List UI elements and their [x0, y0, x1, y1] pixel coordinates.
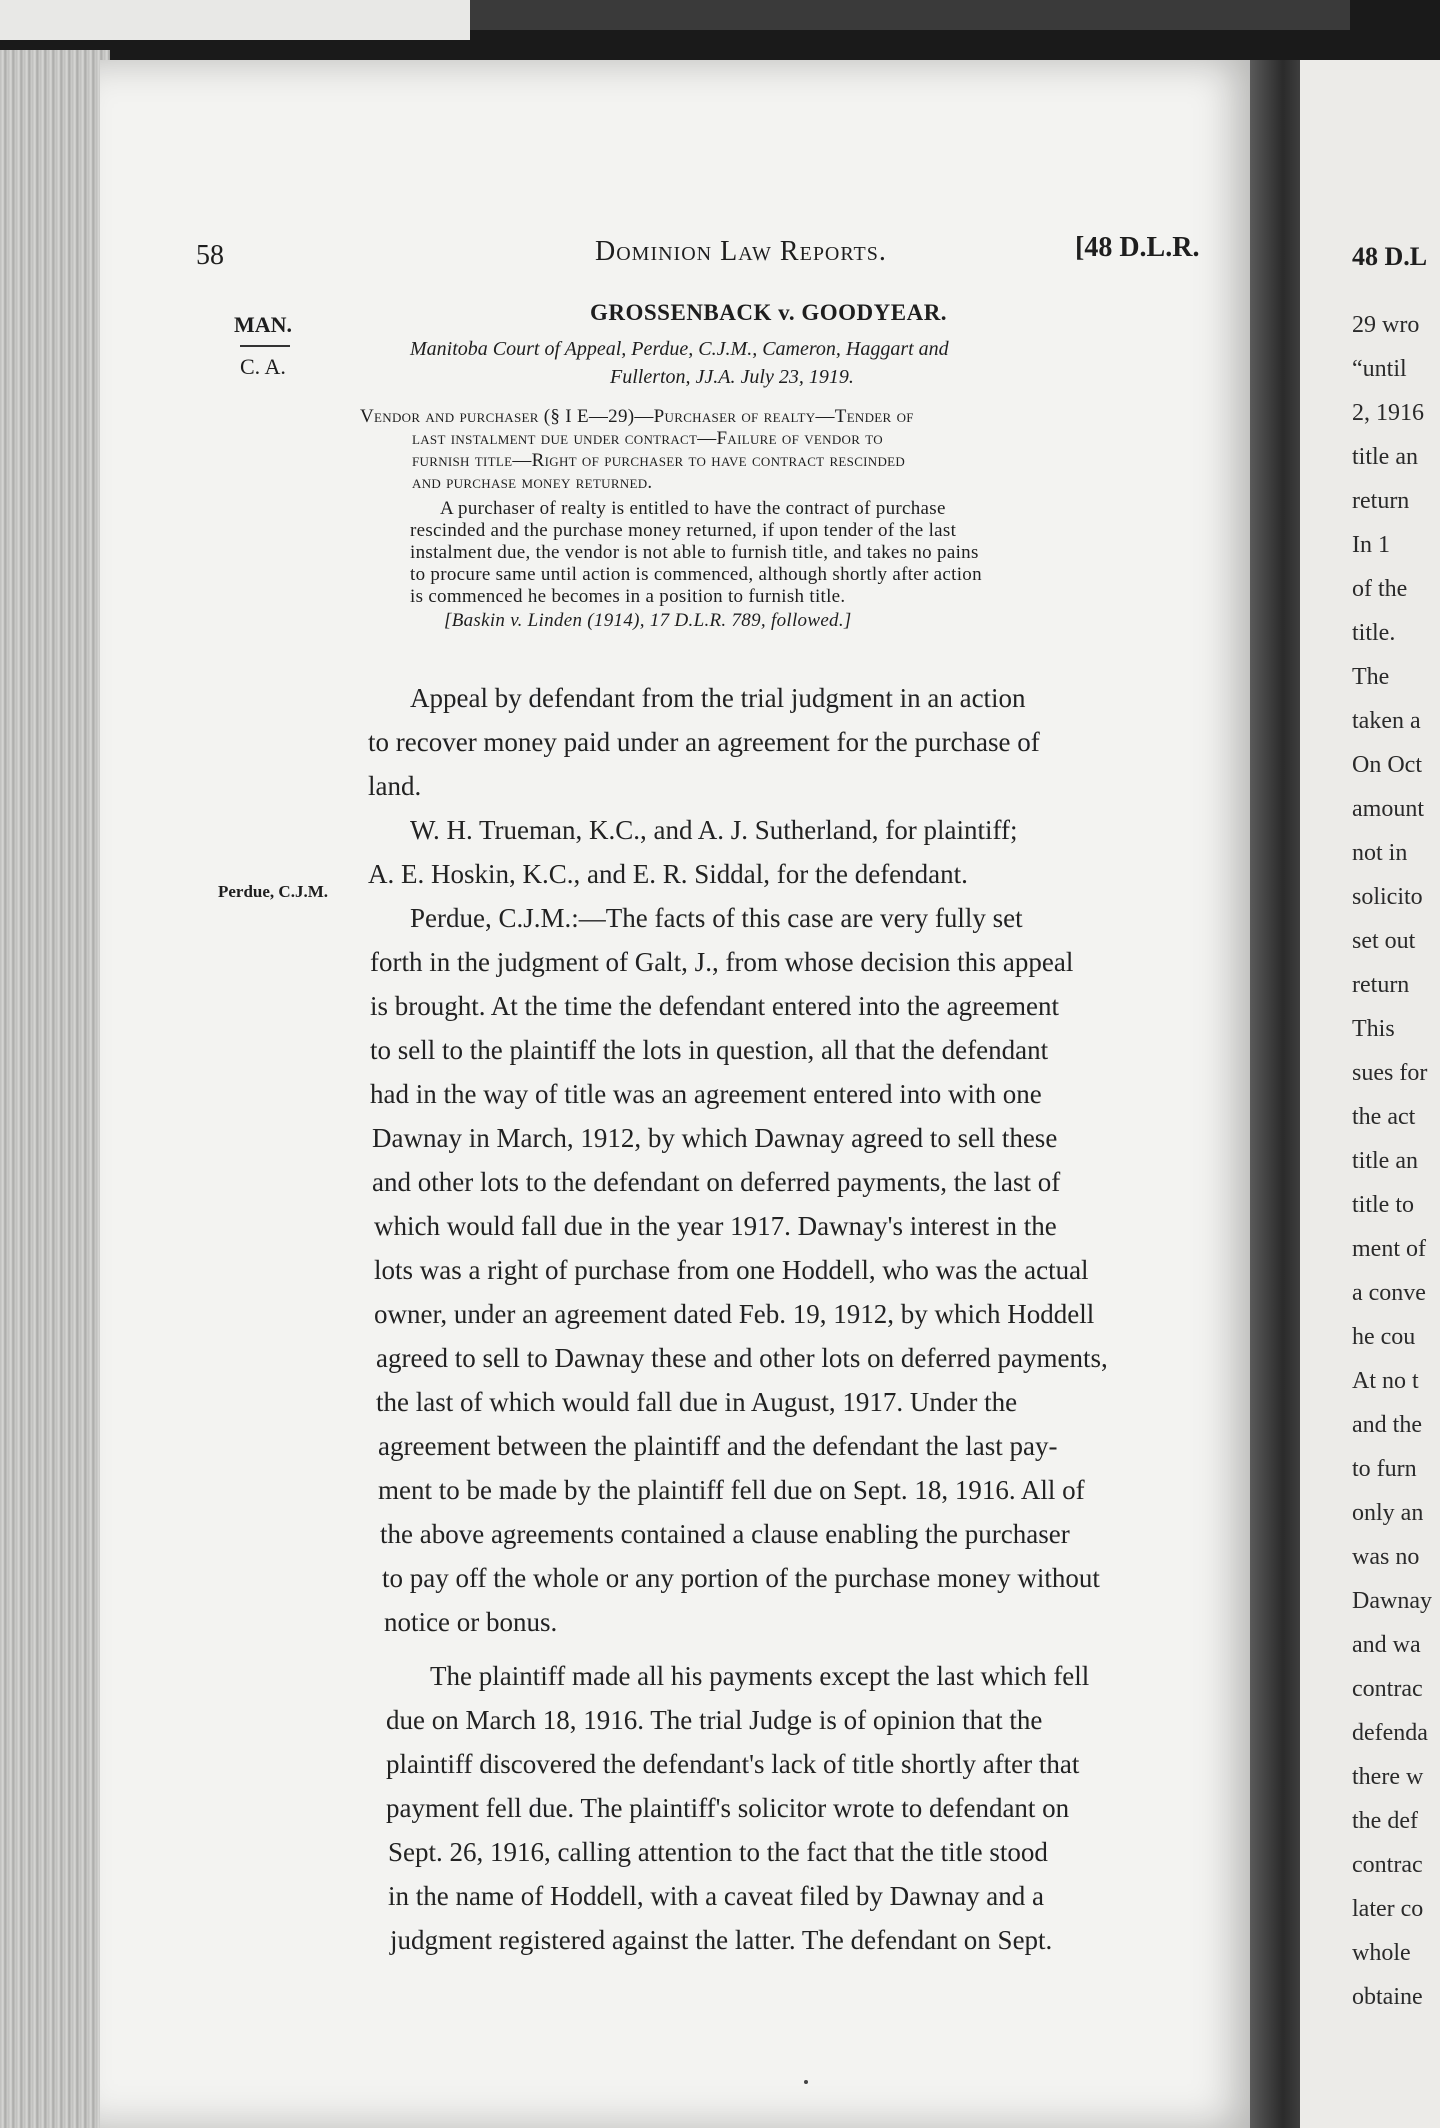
- adjacent-page-line: 29 wro: [1352, 312, 1420, 338]
- scan-speck: [804, 2080, 808, 2084]
- adjacent-page-line: later co: [1352, 1896, 1424, 1922]
- opinion-line: agreement between the plaintiff and the defendant the last pay-: [378, 1431, 1058, 1461]
- adjacent-page-line: contrac: [1352, 1852, 1423, 1878]
- adjacent-page-line: title to: [1352, 1192, 1414, 1218]
- adjacent-page-line: he cou: [1352, 1324, 1416, 1350]
- adjacent-page-line: was no: [1352, 1544, 1420, 1570]
- headnote-line: and purchase money returned.: [412, 472, 653, 493]
- book-page-edges: [0, 50, 110, 2128]
- side-note-court: MAN.: [234, 312, 293, 337]
- adjacent-page-line: amount: [1352, 796, 1424, 822]
- opinion-line: and other lots to the defendant on deferred payments, the last of: [372, 1167, 1061, 1197]
- opinion-line: lots was a right of purchase from one Hoddell, who was the actual: [374, 1255, 1089, 1285]
- headnote-line: to procure same until action is commenced, although shortly after action: [410, 564, 982, 585]
- adjacent-page-line: contrac: [1352, 1676, 1423, 1702]
- adjacent-page-line: taken a: [1352, 708, 1421, 734]
- adjacent-page-line: “until: [1352, 356, 1407, 382]
- opinion-line: Perdue, C.J.M.:—The facts of this case are very fully set: [410, 903, 1023, 933]
- opinion-line: Appeal by defendant from the trial judgment in an action: [410, 683, 1026, 713]
- adjacent-page-line: ment of: [1352, 1236, 1426, 1262]
- opinion-line: the last of which would fall due in August, 1917. Under the: [376, 1387, 1018, 1417]
- headnote-line: is commenced he becomes in a position to furnish title.: [410, 586, 846, 607]
- adjacent-page-line: This: [1352, 1016, 1395, 1042]
- adjacent-page-line: only an: [1352, 1500, 1424, 1526]
- adjacent-page-line: set out: [1352, 928, 1416, 954]
- adjacent-page-line: and wa: [1352, 1632, 1421, 1658]
- opinion-line: is brought. At the time the defendant entered into the agreement: [370, 991, 1060, 1021]
- opinion-line: had in the way of title was an agreement entered into with one: [370, 1079, 1042, 1109]
- adjacent-page-line: the def: [1352, 1808, 1418, 1834]
- opinion-line: the above agreements contained a clause enabling the purchaser: [380, 1519, 1070, 1549]
- case-title: GROSSENBACK v. GOODYEAR.: [590, 300, 948, 325]
- adjacent-page-line: of the: [1352, 576, 1408, 602]
- adjacent-page-line: The: [1352, 664, 1390, 690]
- opinion-line: ment to be made by the plaintiff fell due on Sept. 18, 1916. All of: [378, 1475, 1085, 1505]
- opinion-line: plaintiff discovered the defendant's lack of title shortly after that: [386, 1749, 1080, 1779]
- headnote-line: last instalment due under contract—Failure of vendor to: [412, 428, 883, 449]
- adjacent-page-line: title an: [1352, 1148, 1418, 1174]
- page-number: 58: [196, 240, 224, 271]
- adjacent-page-line: On Oct: [1352, 752, 1422, 778]
- opinion-line: Sept. 26, 1916, calling attention to the fact that the title stood: [388, 1837, 1048, 1867]
- opinion-line: land.: [368, 771, 422, 801]
- adjacent-page-line: and the: [1352, 1412, 1422, 1438]
- headnote-line: instalment due, the vendor is not able to furnish title, and takes no pains: [410, 542, 979, 563]
- scanner-grey-strip: [470, 0, 1350, 30]
- adjacent-page-line: there w: [1352, 1764, 1424, 1790]
- court-line-2: Fullerton, JJ.A. July 23, 1919.: [610, 366, 854, 388]
- opinion-line: judgment registered against the latter. The defendant on Sept.: [390, 1925, 1053, 1955]
- headnote-citation: [Baskin v. Linden (1914), 17 D.L.R. 789, followed.]: [444, 610, 852, 631]
- headnote-line: furnish title—Right of purchaser to have contract rescinded: [412, 450, 906, 471]
- court-line-1: Manitoba Court of Appeal, Perdue, C.J.M., Cameron, Haggart and: [410, 338, 949, 360]
- scanner-light-strip: [0, 0, 470, 40]
- adjacent-page-line: return: [1352, 488, 1410, 514]
- adjacent-page-line: sues for: [1352, 1060, 1428, 1086]
- opinion-line: agreed to sell to Dawnay these and other lots on deferred payments,: [376, 1343, 1108, 1373]
- opinion-line: forth in the judgment of Galt, J., from whose decision this appeal: [370, 947, 1074, 977]
- headnote-line: Vendor and purchaser (§ I E—29)—Purchaser of realty—Tender of: [360, 406, 914, 427]
- opinion-line: to recover money paid under an agreement for the purchase of: [368, 727, 1040, 757]
- adjacent-page-line: title an: [1352, 444, 1418, 470]
- adjacent-page: [1300, 60, 1440, 2128]
- opinion-line: to pay off the whole or any portion of the purchase money without: [382, 1563, 1100, 1593]
- scanner-top-band: [0, 0, 1440, 60]
- book-gutter: [1250, 60, 1305, 2128]
- opinion-line: Dawnay in March, 1912, by which Dawnay agreed to sell these: [372, 1123, 1058, 1153]
- adjacent-page-head: 48 D.L: [1352, 242, 1428, 271]
- side-note-division: C. A.: [240, 354, 286, 379]
- adjacent-page-line: At no t: [1352, 1368, 1419, 1394]
- opinion-line: notice or bonus.: [384, 1607, 558, 1637]
- adjacent-page-line: a conve: [1352, 1280, 1426, 1306]
- opinion-line: in the name of Hoddell, with a caveat filed by Dawnay and a: [388, 1881, 1045, 1911]
- opinion-line: W. H. Trueman, K.C., and A. J. Sutherland, for plaintiff;: [410, 815, 1018, 845]
- adjacent-page-line: In 1: [1352, 532, 1390, 558]
- headnote-line: rescinded and the purchase money returned, if upon tender of the last: [410, 520, 957, 541]
- adjacent-page-line: not in: [1352, 840, 1408, 866]
- opinion-line: which would fall due in the year 1917. Dawnay's interest in the: [374, 1211, 1057, 1241]
- adjacent-page-line: 2, 1916: [1352, 400, 1424, 426]
- side-note-rule: [240, 345, 290, 347]
- adjacent-page-line: to furn: [1352, 1456, 1417, 1482]
- headnote-line: A purchaser of realty is entitled to have the contract of purchase: [440, 498, 946, 519]
- opinion-line: payment fell due. The plaintiff's solicitor wrote to defendant on: [386, 1793, 1070, 1823]
- volume-reference: [48 D.L.R.: [1075, 232, 1200, 263]
- adjacent-page-line: return: [1352, 972, 1410, 998]
- adjacent-page-line: solicito: [1352, 884, 1423, 910]
- opinion-line: A. E. Hoskin, K.C., and E. R. Siddal, for the defendant.: [368, 859, 968, 889]
- running-title: Dominion Law Reports.: [595, 236, 887, 267]
- adjacent-page-line: Dawnay: [1352, 1588, 1432, 1614]
- side-note-judge: Perdue, C.J.M.: [218, 882, 329, 901]
- opinion-line: owner, under an agreement dated Feb. 19, 1912, by which Hoddell: [374, 1299, 1095, 1329]
- adjacent-page-line: defenda: [1352, 1720, 1428, 1746]
- adjacent-page-line: title.: [1352, 620, 1396, 646]
- adjacent-page-line: the act: [1352, 1104, 1416, 1130]
- opinion-line: to sell to the plaintiff the lots in question, all that the defendant: [370, 1035, 1049, 1065]
- opinion-line: The plaintiff made all his payments except the last which fell: [430, 1661, 1090, 1691]
- adjacent-page-line: whole: [1352, 1940, 1411, 1966]
- opinion-line: due on March 18, 1916. The trial Judge is of opinion that the: [386, 1705, 1043, 1735]
- adjacent-page-line: obtaine: [1352, 1984, 1423, 2010]
